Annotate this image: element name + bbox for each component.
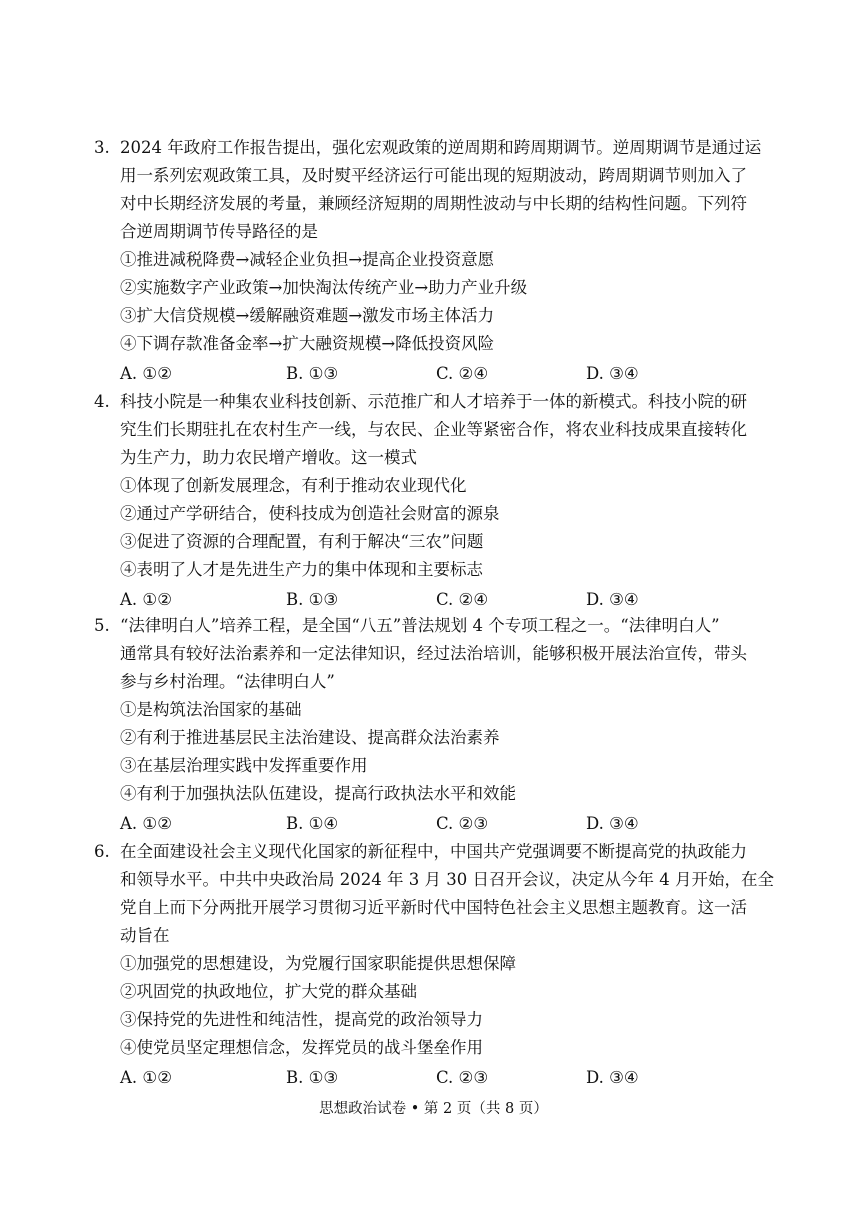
choice-a: A. ①②	[120, 364, 172, 383]
question-stem-line: 动旨在	[120, 926, 170, 945]
choice-b: B. ①④	[286, 814, 339, 833]
question-stem-line: 党自上而下分两批开展学习贯彻习近平新时代中国特色社会主义思想主题教育。这一活	[120, 898, 747, 917]
choice-d: D. ③④	[586, 590, 639, 609]
question-stem-line: 和领导水平。中共中央政治局 2024 年 3 月 30 日召开会议，决定从今年 4 月开始，在全	[120, 870, 774, 889]
question-number: 6.	[94, 842, 110, 861]
statement-option: ③保持党的先进性和纯洁性，提高党的政治领导力	[120, 1010, 483, 1029]
choice-a: A. ①②	[120, 1068, 172, 1087]
statement-option: ①是构筑法治国家的基础	[120, 700, 302, 719]
statement-option: ②有利于推进基层民主法治建设、提高群众法治素养	[120, 728, 500, 747]
question-stem-line: 通常具有较好法治素养和一定法律知识，经过法治培训，能够积极开展法治宣传，带头	[120, 644, 747, 663]
choice-c: C. ②④	[436, 364, 489, 383]
question-stem-line: 究生们长期驻扎在农村生产一线，与农民、企业等紧密合作，将农业科技成果直接转化	[120, 420, 747, 439]
choice-d: D. ③④	[586, 364, 639, 383]
question-stem-line: 在全面建设社会主义现代化国家的新征程中，中国共产党强调要不断提高党的执政能力	[120, 842, 747, 861]
statement-option: ④下调存款准备金率→扩大融资规模→降低投资风险	[120, 334, 495, 353]
question-stem-line: 参与乡村治理。“法律明白人”	[120, 672, 335, 691]
choice-c: C. ②③	[436, 814, 489, 833]
question-stem-line: 为生产力，助力农民增产增收。这一模式	[120, 448, 417, 467]
choice-a: A. ①②	[120, 814, 172, 833]
statement-option: ②通过产学研结合，使科技成为创造社会财富的源泉	[120, 504, 500, 523]
question-number: 5.	[94, 616, 110, 635]
statement-option: ③在基层治理实践中发挥重要作用	[120, 756, 368, 775]
statement-option: ②巩固党的执政地位，扩大党的群众基础	[120, 982, 417, 1001]
page-footer: 思想政治试卷 • 第 2 页（共 8 页）	[319, 1101, 548, 1117]
choice-c: C. ②③	[436, 1068, 489, 1087]
statement-option: ④有利于加强执法队伍建设，提高行政执法水平和效能	[120, 784, 516, 803]
question-number: 3.	[94, 138, 110, 157]
question-number: 4.	[94, 392, 110, 411]
statement-option: ④表明了人才是先进生产力的集中体现和主要标志	[120, 560, 483, 579]
choice-a: A. ①②	[120, 590, 172, 609]
answer-choices	[120, 590, 720, 610]
question-stem-line: 科技小院是一种集农业科技创新、示范推广和人才培养于一体的新模式。科技小院的研	[120, 392, 747, 411]
choice-b: B. ①③	[286, 364, 339, 383]
statement-option: ④使党员坚定理想信念，发挥党员的战斗堡垒作用	[120, 1038, 483, 1057]
answer-choices	[120, 1068, 720, 1088]
answer-choices	[120, 364, 720, 384]
choice-c: C. ②④	[436, 590, 489, 609]
choice-b: B. ①③	[286, 590, 339, 609]
statement-option: ②实施数字产业政策→加快淘汰传统产业→助力产业升级	[120, 278, 528, 297]
question-stem-line: 合逆周期调节传导路径的是	[120, 222, 318, 241]
statement-option: ③扩大信贷规模→缓解融资难题→激发市场主体活力	[120, 306, 495, 325]
question-stem-line: “法律明白人”培养工程，是全国“八五”普法规划 4 个专项工程之一。“法律明白人”	[120, 616, 720, 635]
question-stem-line: 对中长期经济发展的考量，兼顾经济短期的周期性波动与中长期的结构性问题。下列符	[120, 194, 747, 213]
answer-choices	[120, 814, 720, 834]
statement-option: ①加强党的思想建设，为党履行国家职能提供思想保障	[120, 954, 516, 973]
choice-d: D. ③④	[586, 814, 639, 833]
choice-d: D. ③④	[586, 1068, 639, 1087]
statement-option: ①体现了创新发展理念，有利于推动农业现代化	[120, 476, 467, 495]
choice-b: B. ①③	[286, 1068, 339, 1087]
statement-option: ③促进了资源的合理配置，有利于解决“三农”问题	[120, 532, 484, 551]
question-stem-line: 2024 年政府工作报告提出，强化宏观政策的逆周期和跨周期调节。逆周期调节是通过运	[120, 138, 762, 157]
question-stem-line: 用一系列宏观政策工具，及时熨平经济运行可能出现的短期波动，跨周期调节则加入了	[120, 166, 747, 185]
statement-option: ①推进减税降费→减轻企业负担→提高企业投资意愿	[120, 250, 495, 269]
